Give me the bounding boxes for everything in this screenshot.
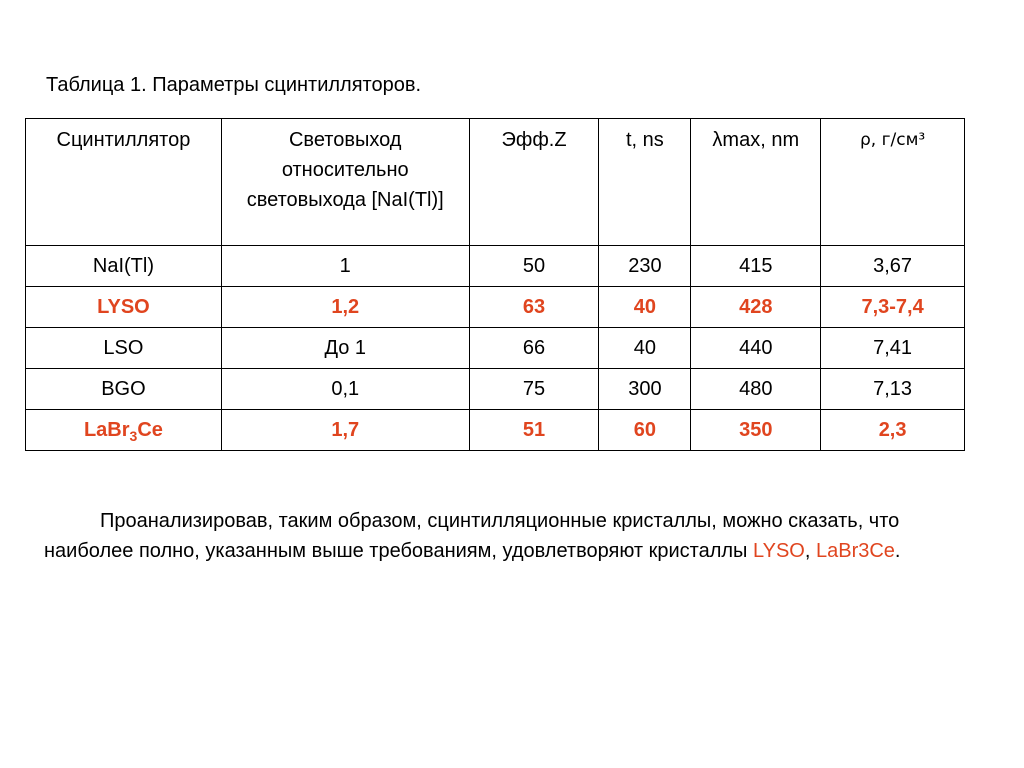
summary-text: Проанализировав, таким образом, сцинтилляционные кристаллы, можно сказать, что наиболее полно, указанным выше требованиям, удовлетворяют кристаллы bbox=[44, 510, 900, 562]
cell-scintillator: LYSO bbox=[26, 287, 222, 328]
table-row-highlighted bbox=[26, 410, 965, 451]
cell-lambda-max: 480 bbox=[691, 369, 821, 410]
cell-decay-time: 60 bbox=[599, 410, 691, 451]
cell-z-eff: 51 bbox=[469, 410, 599, 451]
cell-lambda-max: 440 bbox=[691, 328, 821, 369]
cell-decay-time: 40 bbox=[599, 287, 691, 328]
cell-decay-time: 40 bbox=[599, 328, 691, 369]
header-light-yield: Световыход относительно световыхода [NaI(Tl)] bbox=[221, 119, 469, 246]
cell-lambda-max: 350 bbox=[691, 410, 821, 451]
table-row-highlighted bbox=[26, 287, 965, 328]
table-header-row bbox=[26, 119, 965, 246]
cell-z-eff: 75 bbox=[469, 369, 599, 410]
cell-density: 7,13 bbox=[821, 369, 965, 410]
summary-crystal-labr3ce: LaBr3Ce bbox=[815, 540, 895, 562]
cell-decay-time: 300 bbox=[599, 369, 691, 410]
summary-paragraph bbox=[44, 506, 924, 566]
scintillator-parameters-table bbox=[25, 118, 965, 451]
cell-lambda-max: 428 bbox=[691, 287, 821, 328]
header-decay-time: t, ns bbox=[599, 119, 691, 246]
cell-scintillator: NaI(Tl) bbox=[26, 246, 222, 287]
scintillator-name-main: LaBr bbox=[83, 419, 130, 441]
summary-end: . bbox=[894, 540, 901, 562]
scintillator-name-subscript: 3 bbox=[129, 428, 138, 444]
table-row bbox=[26, 246, 965, 287]
scintillator-name-tail: Ce bbox=[137, 419, 163, 441]
header-lambda-max: λmax, nm bbox=[691, 119, 821, 246]
cell-density: 2,3 bbox=[821, 410, 965, 451]
cell-light-yield: 0,1 bbox=[221, 369, 469, 410]
cell-density: 7,41 bbox=[821, 328, 965, 369]
summary-separator: , bbox=[804, 540, 816, 562]
summary-crystal-lyso: LYSO bbox=[752, 540, 805, 562]
cell-decay-time: 230 bbox=[599, 246, 691, 287]
cell-scintillator bbox=[26, 410, 222, 451]
cell-light-yield: До 1 bbox=[221, 328, 469, 369]
cell-lambda-max: 415 bbox=[691, 246, 821, 287]
cell-light-yield: 1,2 bbox=[221, 287, 469, 328]
cell-light-yield: 1,7 bbox=[221, 410, 469, 451]
table-caption: Таблица 1. Параметры сцинтилляторов. bbox=[46, 74, 422, 96]
table-row bbox=[26, 369, 965, 410]
cell-light-yield: 1 bbox=[221, 246, 469, 287]
cell-scintillator: BGO bbox=[26, 369, 222, 410]
table-row bbox=[26, 328, 965, 369]
header-density: ρ, г/см³ bbox=[821, 119, 965, 246]
cell-density: 7,3-7,4 bbox=[821, 287, 965, 328]
cell-z-eff: 63 bbox=[469, 287, 599, 328]
cell-z-eff: 66 bbox=[469, 328, 599, 369]
header-scintillator: Сцинтиллятор bbox=[26, 119, 222, 246]
cell-scintillator: LSO bbox=[26, 328, 222, 369]
cell-z-eff: 50 bbox=[469, 246, 599, 287]
cell-density: 3,67 bbox=[821, 246, 965, 287]
header-z-eff: Эфф.Z bbox=[469, 119, 599, 246]
